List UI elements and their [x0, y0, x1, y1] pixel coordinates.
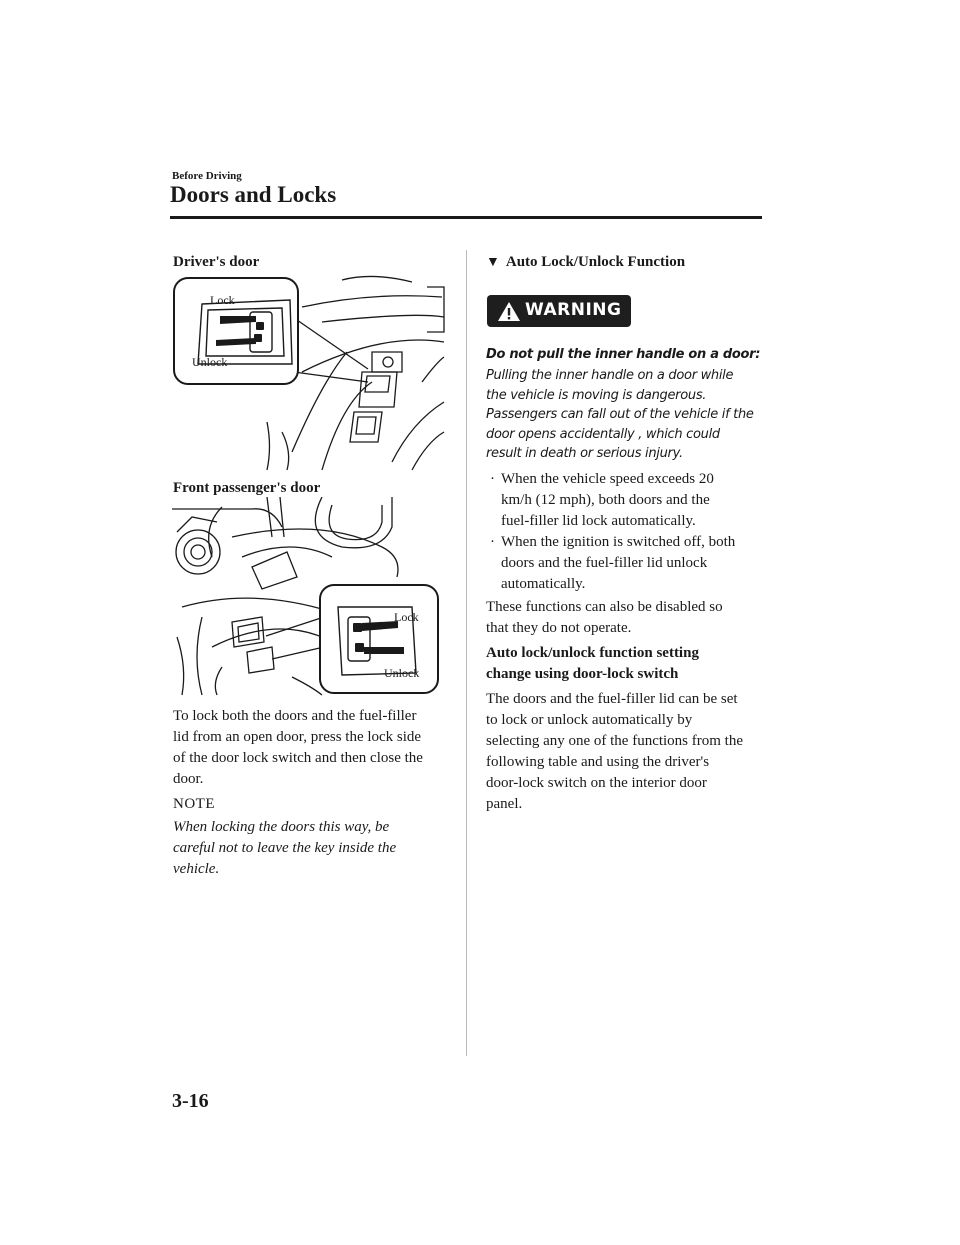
paragraph-line: that they do not operate.	[486, 620, 632, 636]
bullet-dot: ·	[490, 471, 495, 487]
warning-title: Do not pull the inner handle on a door:	[486, 347, 761, 362]
warning-badge	[487, 295, 631, 327]
bullet-list	[486, 469, 762, 595]
drivers-door-caption: Driver's door	[173, 254, 260, 270]
bullet-line: doors and the fuel-filler lid unlock	[501, 555, 708, 571]
note-line: careful not to leave the key inside the	[173, 840, 397, 856]
paragraph-line: to lock or unlock automatically by	[486, 712, 693, 728]
bullet-line: When the vehicle speed exceeds 20	[501, 471, 714, 487]
paragraph-line: door-lock switch on the interior door	[486, 775, 707, 791]
drivers-unlock-label: Unlock	[192, 355, 228, 369]
warning-line: result in death or serious injury.	[486, 446, 683, 461]
page-number: 3-16	[172, 1090, 209, 1112]
warning-line: door opens accidentally , which could	[486, 426, 720, 442]
note-line: When locking the doors this way, be	[173, 819, 390, 835]
drivers-door-illustration	[172, 272, 447, 472]
triangle-marker-icon: ▼	[486, 255, 500, 270]
paragraph-line: panel.	[486, 796, 523, 812]
setting-heading-line: change using door-lock switch	[486, 666, 679, 682]
setting-heading-line: Auto lock/unlock function setting	[486, 645, 699, 661]
passenger-lock-label: Lock	[394, 610, 419, 624]
subheading-text: Auto Lock/Unlock Function	[505, 254, 686, 270]
passenger-unlock-label: Unlock	[384, 666, 420, 680]
setting-heading	[486, 643, 762, 685]
lock-instructions-line: of the door lock switch and then close the	[173, 750, 423, 766]
note-line: vehicle.	[173, 861, 220, 877]
paragraph-line: following table and using the driver's	[486, 754, 710, 770]
lock-instructions-line: door.	[173, 771, 204, 787]
title-rule	[170, 216, 762, 219]
lock-instructions-line: lid from an open door, press the lock side	[173, 729, 422, 745]
bullet-item	[486, 469, 762, 532]
warning-triangle-icon	[497, 301, 521, 322]
bullet-line: When the ignition is switched off, both	[501, 534, 736, 550]
page-title: Doors and Locks	[170, 182, 337, 207]
bullet-item	[486, 532, 762, 595]
warning-line: Pulling the inner handle on a door while	[486, 368, 734, 383]
warning-line: the vehicle is moving is dangerous.	[486, 387, 707, 403]
warning-content	[486, 347, 762, 464]
note-body	[173, 817, 445, 880]
lock-instructions	[173, 706, 445, 790]
passenger-door-caption: Front passenger's door	[173, 480, 321, 496]
paragraph-line: selecting any one of the functions from the	[486, 733, 744, 749]
setting-paragraph	[486, 689, 762, 815]
note-heading: NOTE	[173, 796, 215, 812]
warning-line: Passengers can fall out of the vehicle if the	[486, 407, 754, 422]
bullet-line: km/h (12 mph), both doors and the	[501, 492, 710, 508]
auto-lock-subheading	[486, 254, 762, 271]
bullet-line: fuel-filler lid lock automatically.	[501, 513, 696, 529]
passenger-door-illustration	[172, 497, 447, 697]
bullet-line: automatically.	[501, 576, 586, 592]
paragraph-line: These functions can also be disabled so	[486, 599, 723, 615]
bullet-dot: ·	[490, 534, 495, 550]
lock-instructions-line: To lock both the doors and the fuel-filler	[173, 708, 417, 724]
warning-label: WARNING	[525, 300, 622, 320]
disable-paragraph	[486, 597, 762, 639]
section-label: Before Driving	[172, 170, 242, 182]
paragraph-line: The doors and the fuel-filler lid can be set	[486, 691, 738, 707]
drivers-lock-label: Lock	[210, 293, 235, 307]
column-divider	[466, 250, 467, 1056]
